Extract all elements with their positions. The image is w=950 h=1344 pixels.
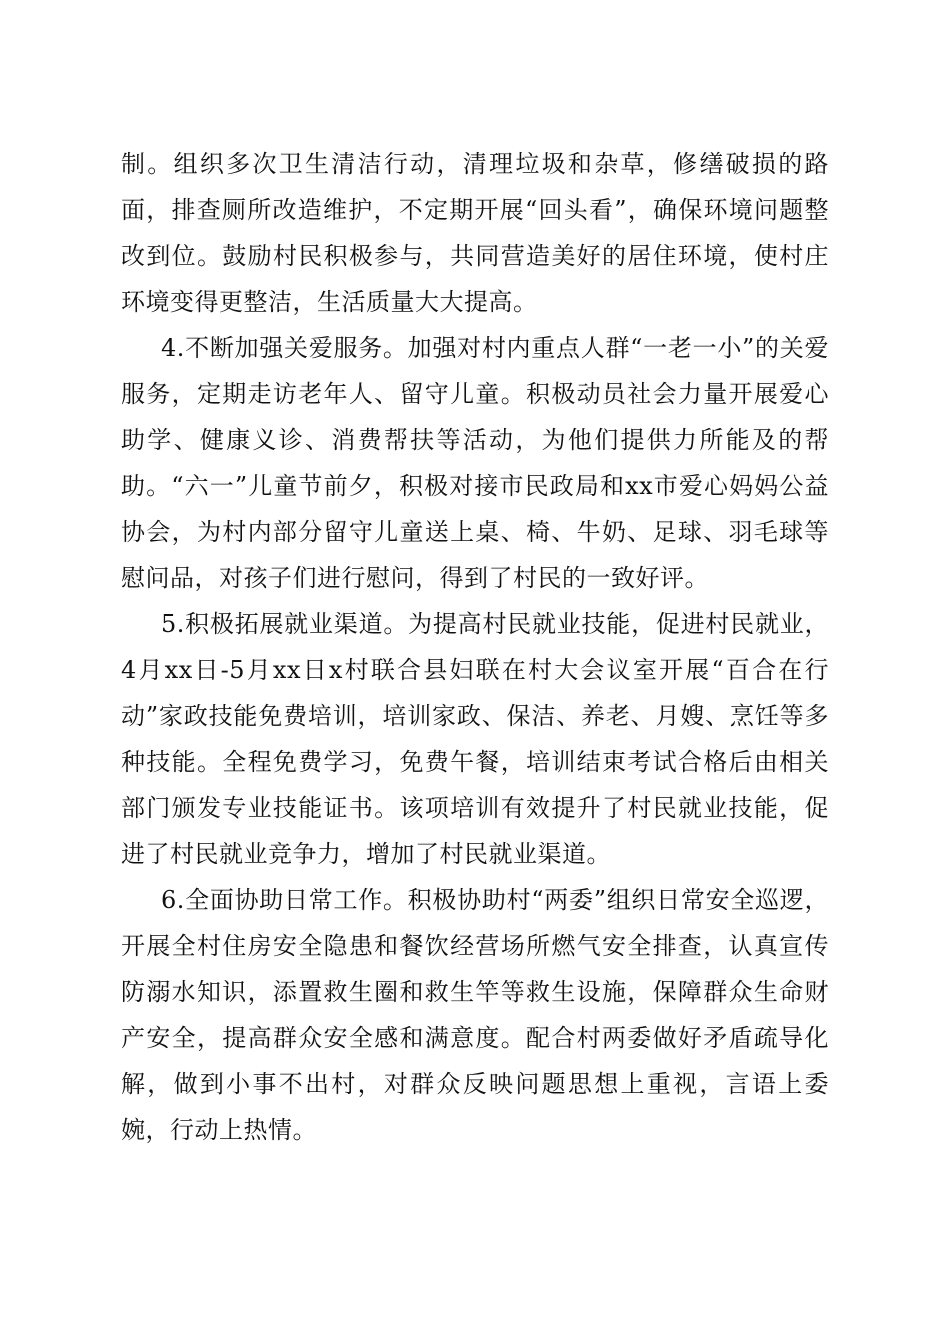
paragraph-item-4: 4.不断加强关爱服务。加强对村内重点人群“一老一小”的关爱服务，定期走访老年人、留守儿童。积极动员社会力量开展爱心助学、健康义诊、消费帮扶等活动，为他们提供力所能及的帮助。“六一”儿童节前夕，积极对接市民政局和xx市爱心妈妈公益协会，为村内部分留守儿童送上桌、椅、牛奶、足球、羽毛球等慰问品，对孩子们进行慰问，得到了村民的一致好评。 <box>121 334 829 592</box>
paragraph-item-6: 6.全面协助日常工作。积极协助村“两委”组织日常安全巡逻，开展全村住房安全隐患和餐饮经营场所燃气安全排查，认真宣传防溺水知识，添置救生圈和救生竿等救生设施，保障群众生命财产安全，提高群众安全感和满意度。配合村两委做好矛盾疏导化解，做到小事不出村，对群众反映问题思想上重视，言语上委婉，行动上热情。 <box>121 886 829 1144</box>
document-body <box>121 141 829 1153</box>
paragraph-continuation: 制。组织多次卫生清洁行动，清理垃圾和杂草，修缮破损的路面，排查厕所改造维护，不定期开展“回头看”，确保环境问题整改到位。鼓励村民积极参与，共同营造美好的居住环境，使村庄环境变得更整洁，生活质量大大提高。 <box>121 150 829 316</box>
paragraph-item-5: 5.积极拓展就业渠道。为提高村民就业技能，促进村民就业，4月xx日-5月xx日x村联合县妇联在村大会议室开展“百合在行动”家政技能免费培训，培训家政、保洁、养老、月嫂、烹饪等多种技能。全程免费学习，免费午餐，培训结束考试合格后由相关部门颁发专业技能证书。该项培训有效提升了村民就业技能，促进了村民就业竞争力，增加了村民就业渠道。 <box>121 610 829 868</box>
